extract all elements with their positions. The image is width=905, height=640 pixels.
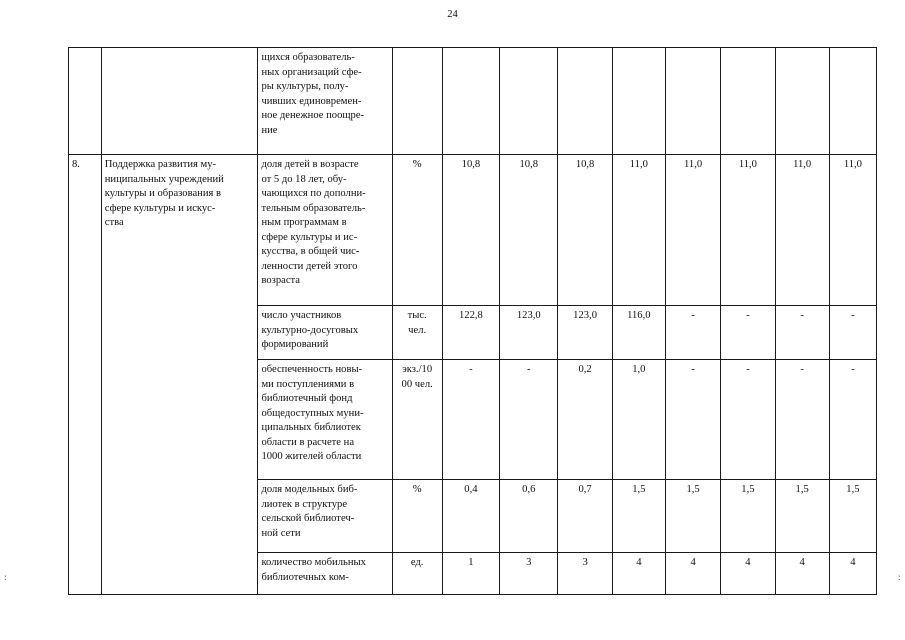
value-cell	[829, 48, 876, 155]
unit-cell: %	[392, 155, 442, 306]
value-cell: 3	[500, 553, 558, 595]
value-cell: 4	[775, 553, 829, 595]
value-cell: 0,2	[558, 360, 612, 480]
unit-cell: ед.	[392, 553, 442, 595]
value-cell: 4	[721, 553, 775, 595]
page-number: 24	[447, 9, 458, 20]
value-cell: 4	[612, 553, 665, 595]
value-cell: 3	[558, 553, 612, 595]
right-margin-mark: :	[898, 572, 901, 582]
row-number-cell: 8.	[69, 155, 102, 595]
value-cell: -	[775, 360, 829, 480]
value-cell: 1,5	[665, 480, 720, 553]
value-cell	[721, 48, 775, 155]
value-cell: 10,8	[500, 155, 558, 306]
value-cell: 0,7	[558, 480, 612, 553]
value-cell: 10,8	[442, 155, 499, 306]
value-cell: 1,5	[775, 480, 829, 553]
value-cell: 11,0	[612, 155, 665, 306]
indicator-cell: доля детей в возрасте от 5 до 18 лет, обу- чающихся по дополни- тельным образователь- ным программам в сфере культуры и ис- кусства, в общей чис- ленности детей этого возраста	[258, 155, 392, 306]
value-cell	[500, 48, 558, 155]
value-cell: 11,0	[665, 155, 720, 306]
value-cell: 123,0	[500, 306, 558, 360]
value-cell	[612, 48, 665, 155]
value-cell: 1,0	[612, 360, 665, 480]
value-cell: 4	[665, 553, 720, 595]
left-margin-mark: :	[4, 572, 7, 582]
indicator-cell: обеспеченность новы- ми поступлениями в библиотечный фонд общедоступных муни- ципальных библиотек области в расчете на 1000 жителей области	[258, 360, 392, 480]
value-cell: 1,5	[721, 480, 775, 553]
value-cell	[558, 48, 612, 155]
value-cell: 11,0	[829, 155, 876, 306]
value-cell	[665, 48, 720, 155]
indicator-cell: доля модельных биб- лиотек в структуре сельской библиотеч- ной сети	[258, 480, 392, 553]
unit-cell: %	[392, 480, 442, 553]
value-cell: -	[829, 306, 876, 360]
value-cell: -	[775, 306, 829, 360]
value-cell: 4	[829, 553, 876, 595]
value-cell: 11,0	[775, 155, 829, 306]
row-number-cell	[69, 48, 102, 155]
value-cell: 10,8	[558, 155, 612, 306]
program-cell: Поддержка развития му- ниципальных учреждений культуры и образования в сфере культуры и искус- ства	[101, 155, 258, 595]
indicator-cell: число участников культурно-досуговых формирований	[258, 306, 392, 360]
value-cell: -	[665, 306, 720, 360]
value-cell: -	[721, 360, 775, 480]
value-cell: 1,5	[829, 480, 876, 553]
value-cell: 122,8	[442, 306, 499, 360]
value-cell: 11,0	[721, 155, 775, 306]
value-cell: -	[665, 360, 720, 480]
value-cell	[442, 48, 499, 155]
table-row	[69, 155, 877, 306]
table-row	[69, 48, 877, 155]
value-cell: 0,6	[500, 480, 558, 553]
value-cell: 1	[442, 553, 499, 595]
unit-cell: экз./10 00 чел.	[392, 360, 442, 480]
value-cell: 123,0	[558, 306, 612, 360]
value-cell: -	[500, 360, 558, 480]
value-cell: 116,0	[612, 306, 665, 360]
value-cell: -	[442, 360, 499, 480]
value-cell: 0,4	[442, 480, 499, 553]
unit-cell	[392, 48, 442, 155]
value-cell: -	[721, 306, 775, 360]
value-cell: 1,5	[612, 480, 665, 553]
value-cell	[775, 48, 829, 155]
indicator-cell: щихся образователь- ных организаций сфе- ры культуры, полу- чивших единовремен- ное денежное поощре- ние	[258, 48, 392, 155]
program-cell	[101, 48, 258, 155]
indicators-table	[68, 47, 877, 595]
value-cell: -	[829, 360, 876, 480]
unit-cell: тыс. чел.	[392, 306, 442, 360]
indicator-cell: количество мобильных библиотечных ком-	[258, 553, 392, 595]
